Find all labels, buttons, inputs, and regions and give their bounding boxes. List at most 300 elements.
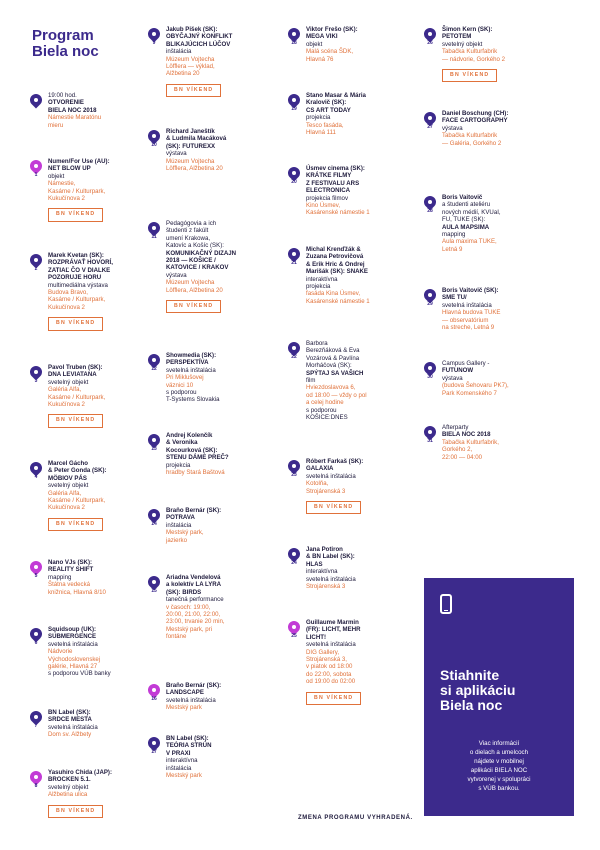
pin-number: 14 <box>151 521 157 527</box>
entry-text: svetelná inštalácia <box>48 640 98 648</box>
entry-venue: od 18:00 — vždy o pol <box>306 391 367 399</box>
entry-venue: Aula maxima TUKE, <box>442 238 497 246</box>
map-pin-icon <box>148 509 160 526</box>
entry-title: Showmedia (SK): <box>166 352 217 359</box>
map-pin-icon <box>30 628 42 645</box>
map-pin-icon <box>424 362 436 379</box>
entry-text: tanečná performance <box>166 596 224 604</box>
entry-text: mapping <box>48 573 72 581</box>
entry-title: KRÁTKE FILMY <box>306 172 352 180</box>
map-pin-icon <box>424 196 436 213</box>
title-line-2: Biela noc <box>32 43 99 60</box>
entry-venue: Mestský park, <box>166 529 204 537</box>
entry-venue: Kasárne / Kulturpark, <box>48 296 106 304</box>
app-heading-line: Biela noc <box>440 697 503 713</box>
pin-number: 26 <box>427 40 433 46</box>
entry-venue: Tabačka Kulturfabrik <box>442 48 498 56</box>
program-entry <box>288 246 406 305</box>
program-entry <box>288 165 406 217</box>
entry-venue: do 22:00, sobota <box>306 670 352 678</box>
program-entry <box>148 220 266 313</box>
title-line-1: Program <box>32 27 94 44</box>
map-pin-icon <box>148 434 160 451</box>
entry-text: objekt <box>48 172 65 180</box>
map-pin-icon <box>424 28 436 45</box>
entry-title: & Peter Gonda (SK): <box>48 467 107 475</box>
entry-title: Boris Vaitovič <box>442 194 483 201</box>
map-pin-icon <box>30 462 42 479</box>
entry-title: (SK): BIRDS <box>166 588 202 596</box>
entry-venue: Kino Úsmev, <box>306 202 341 210</box>
entry-title: Kocourková (SK): <box>166 446 218 454</box>
entry-title: BIELA NOC 2018 <box>442 431 491 439</box>
pin-number: 16 <box>151 696 157 702</box>
entry-venue: fasáda Kina Úsmev, <box>306 290 361 298</box>
bn-weekend-badge: BN VÍKEND <box>306 692 361 705</box>
entry-title: MEGA VIKI <box>306 33 338 41</box>
entry-venue: Malá scéna ŠDK, <box>306 48 354 56</box>
pin-number: 30 <box>427 374 433 380</box>
program-entry <box>288 619 406 705</box>
map-pin-icon <box>424 112 436 129</box>
pin-number: 19 <box>291 106 297 112</box>
pin-number: 5 <box>34 573 38 579</box>
entry-venue: Mestský park <box>166 772 202 780</box>
entry-title: Guillaume Marmin <box>306 619 359 626</box>
entry-venue: v časoch: 19:00, <box>166 603 211 611</box>
entry-venue: Galéria Alfa, <box>48 386 82 394</box>
entry-text: interaktívna <box>306 568 338 576</box>
entry-title: SPÝTAJ SA VAŠICH <box>306 369 364 377</box>
app-body-line: Viac informácií <box>478 740 520 747</box>
pin-number: 20 <box>291 179 297 185</box>
entry-venue: v piatok od 18:00 <box>306 663 353 671</box>
program-entry <box>424 360 542 397</box>
entry-venue: Park Komenského 7 <box>442 389 497 397</box>
app-body-line: nájdete v mobilnej <box>474 758 524 765</box>
entry-text: interaktívna <box>306 275 338 283</box>
pin-number: 31 <box>427 438 433 444</box>
map-pin-icon <box>30 561 42 578</box>
entry-venue: väznici 10 <box>166 381 194 389</box>
bn-weekend-badge: BN VÍKEND <box>48 518 103 531</box>
pin-number: 10 <box>151 142 157 148</box>
program-entry <box>288 26 406 63</box>
entry-title: HLAS <box>306 560 323 568</box>
app-promo-box <box>424 578 574 816</box>
entry-title: (FR): LICHT, MEHR <box>306 626 361 634</box>
map-pin-icon <box>30 254 42 271</box>
map-pin-icon <box>30 366 42 383</box>
entry-title: SUBMERGENCE <box>48 633 97 641</box>
program-entry <box>148 682 266 712</box>
entry-title: CS ART TODAY <box>306 106 351 114</box>
program-entry <box>148 432 266 476</box>
entry-title: Squidsoup (UK): <box>48 626 97 633</box>
entry-title: FACE CARTOGRAPHY <box>442 117 508 125</box>
entry-title: POZORUJE HORU <box>48 274 102 282</box>
pin-number: 25 <box>291 633 297 639</box>
entry-venue: — observatórium <box>442 316 489 324</box>
entry-venue: Nádvorie <box>48 648 73 656</box>
entry-text: objekt <box>306 40 323 48</box>
entry-text: svetelná inštalácia <box>306 641 356 649</box>
entry-title: Z FESTIVALU ARS <box>306 179 360 187</box>
entry-venue: Strojárenská 3 <box>306 487 346 495</box>
entry-venue: Tabačka Kulturfabrik <box>442 132 498 140</box>
entry-venue: Kasárne / Kulturpark, <box>48 497 106 505</box>
entry-venue: Východoslovenskej <box>48 655 101 663</box>
entry-venue: Mestský park, pri <box>166 625 213 633</box>
entry-title: Marcel Gácho <box>48 460 88 467</box>
entry-title: Braňo Bernár (SK): <box>166 507 222 514</box>
entry-text: film <box>306 377 316 385</box>
entry-venue: 20:00, 21:00, 22:00, <box>166 611 221 619</box>
entry-venue: Strojárenská 3 <box>306 583 346 591</box>
entry-text: svetelný objekt <box>442 40 483 48</box>
map-pin-icon <box>288 342 300 359</box>
entry-text: výstava <box>166 150 187 158</box>
program-entry <box>424 194 542 253</box>
entry-venue: Hlavná 111 <box>306 129 336 137</box>
entry-text: s podporou <box>166 389 197 397</box>
entry-venue: Kasárne / Kulturpark, <box>48 187 106 195</box>
entry-text: nových médií, KVUaI, <box>442 208 501 216</box>
entry-text: interaktívna <box>166 757 198 765</box>
entry-title: Marek Kvetan (SK): <box>48 252 104 259</box>
entry-venue: Budova Bravo, <box>48 289 88 297</box>
entry-title: PERSPEKTÍVA <box>166 359 209 367</box>
entry-title: V PRAXI <box>166 749 191 757</box>
bn-weekend-badge: BN VÍKEND <box>48 414 103 427</box>
pin-number: 22 <box>291 354 297 360</box>
entry-venue: Kasárne / Kulturpark, <box>48 393 106 401</box>
map-pin-icon <box>424 426 436 443</box>
entry-text: projekcia <box>306 283 331 291</box>
map-pin-icon <box>288 248 300 265</box>
entry-text: Vozárová & Pavlína <box>306 354 360 362</box>
pin-number: 28 <box>427 208 433 214</box>
entry-text: svetelná inštalácia <box>306 472 356 480</box>
entry-title: BN Label (SK): <box>48 709 91 716</box>
entry-venue: Kotolňa, <box>306 480 329 488</box>
entry-venue: knižnica, Hlavná 8/10 <box>48 588 106 596</box>
pin-number: 24 <box>291 560 297 566</box>
program-entry <box>30 559 148 596</box>
bn-weekend-badge: BN VÍKEND <box>166 300 221 313</box>
entry-text: Berezňáková & Eva <box>306 347 360 355</box>
pin-number: 4 <box>34 474 38 480</box>
app-heading-line: Stiahnite <box>440 667 500 683</box>
pin-number: 3 <box>34 378 38 384</box>
entry-text: svetelná inštalácia <box>166 366 216 374</box>
entry-title: 2018 — KOŠICE / <box>166 257 216 265</box>
map-pin-icon <box>424 289 436 306</box>
entry-text: študenti z fakúlt <box>166 227 209 235</box>
entry-title: & Ludmila Macáková <box>166 135 227 143</box>
entry-title: (SK): FUTUREXX <box>166 142 216 150</box>
entry-title: BIELA NOC 2018 <box>48 106 97 114</box>
entry-venue: — nádvorie, Gorkého 2 <box>442 55 506 63</box>
entry-text: s podporou <box>306 406 337 414</box>
footer-note: ZMENA PROGRAMU VYHRADENÁ. <box>298 815 413 821</box>
entry-venue: Kukučínova 2 <box>48 504 85 512</box>
entry-venue: Strojárenská 3, <box>306 656 347 664</box>
entry-venue: Löfflera, Alžbetina 20 <box>166 165 223 173</box>
entry-text: KOŠICE:DNES <box>306 414 348 422</box>
entry-text: svetelná inštalácia <box>166 696 216 704</box>
entry-title: BROCKEN 5.1. <box>48 776 91 784</box>
map-pin-icon <box>288 167 300 184</box>
app-body-line: o dielach a umelcoch <box>469 749 529 756</box>
pin-number: 7 <box>34 723 38 729</box>
entry-title: FUTUNOW <box>442 367 474 375</box>
entry-text: 19:00 hod. <box>48 92 77 99</box>
entry-text: a študenti ateliéru <box>442 201 491 209</box>
entry-venue: Löfflera, Alžbetina 20 <box>166 286 223 294</box>
map-pin-icon <box>30 771 42 788</box>
entry-text: svetelný objekt <box>48 378 89 386</box>
entry-text: svetelný objekt <box>48 482 89 490</box>
entry-venue: Löfflera — výklad, <box>166 63 215 71</box>
entry-title: Daniel Boschung (CH): <box>442 110 509 117</box>
entry-text: projekcia filmov <box>306 194 348 202</box>
entry-title: a kolektív LA LYRA <box>166 581 222 589</box>
entry-title: BLIKAJÚCICH LÚČOV <box>166 40 231 48</box>
pin-number: 12 <box>151 366 157 372</box>
entry-title: Boris Vaitovič (SK): <box>442 287 499 294</box>
program-entry <box>30 460 148 531</box>
entry-venue: Galéria Alfa, <box>48 489 82 497</box>
program-entry <box>30 252 148 331</box>
entry-title: KATOVICE / KRAKOV <box>166 264 229 272</box>
entry-venue: jazierko <box>166 536 187 544</box>
map-pin-icon <box>288 621 300 638</box>
program-entry <box>148 507 266 544</box>
entry-venue: Dom sv. Alžbety <box>48 731 92 739</box>
entry-venue: Múzeum Vojtecha <box>166 55 215 63</box>
entry-title: Pavol Truben (SK): <box>48 364 103 371</box>
map-pin-icon <box>148 28 160 45</box>
entry-title: OBYČAJNÝ KONFLIKT <box>166 33 233 41</box>
phone-icon <box>440 594 452 614</box>
entry-text: Campus Gallery - <box>442 360 490 367</box>
entry-venue: — Galéria, Gorkého 2 <box>442 139 502 147</box>
program-entry <box>148 352 266 404</box>
entry-venue: Hlavná 76 <box>306 55 334 63</box>
program-entry <box>288 458 406 514</box>
entry-title: LICHT! <box>306 633 326 641</box>
map-pin-icon <box>148 354 160 371</box>
entry-venue: Kasárenské námestie 1 <box>306 209 370 217</box>
entry-text: výstava <box>166 271 187 279</box>
program-entry <box>30 769 148 818</box>
entry-venue: Alžbetina 20 <box>166 70 200 78</box>
entry-venue: Múzeum Vojtecha <box>166 279 215 287</box>
entry-title: & Erik Hric & Ondrej <box>306 260 365 268</box>
entry-venue: mieru <box>48 121 64 129</box>
entry-venue: galérie, Hlavná 27 <box>48 663 98 671</box>
entry-venue: 23:00, trvanie 20 min, <box>166 618 225 626</box>
entry-venue: Gorkého 2, <box>442 446 473 454</box>
program-entry <box>288 340 406 421</box>
map-pin-icon <box>148 222 160 239</box>
entry-title: POTRAVA <box>166 514 195 522</box>
program-entry <box>30 158 148 222</box>
entry-venue: 22:00 — 04:00 <box>442 453 482 461</box>
program-entry <box>148 26 266 97</box>
entry-title: Kralovič (SK): <box>306 99 347 107</box>
pin-number: 2 <box>34 266 38 272</box>
entry-title: & Veronika <box>166 439 198 447</box>
entry-title: Zuzana Petrovičová <box>306 253 364 261</box>
entry-venue: Múzeum Vojtecha <box>166 157 215 165</box>
entry-title: Šimon Kern (SK): <box>442 26 493 33</box>
map-pin-icon <box>30 160 42 177</box>
entry-text: Morháčová (SK): <box>306 362 352 370</box>
program-entry <box>288 92 406 136</box>
entry-title: Braňo Bernár (SK): <box>166 682 222 689</box>
entry-text: Barbora <box>306 340 328 347</box>
entry-title: Richard Janeštík <box>166 128 215 135</box>
entry-venue: Alžbetina ulica <box>48 791 88 799</box>
entry-venue: Kasárenské námestie 1 <box>306 297 370 305</box>
entry-venue: a celej hodine <box>306 399 344 407</box>
app-body-line: aplikácii BIELA NOC <box>470 767 528 774</box>
entry-text: s podporou VÚB banky <box>48 670 111 678</box>
pin-number: 29 <box>427 301 433 307</box>
entry-title: DNA LEVIATANA <box>48 371 97 379</box>
entry-text: svetelný objekt <box>48 783 89 791</box>
pin-number: 6 <box>34 640 38 646</box>
entry-title: KOMUNIKAČNÝ DIZAJN <box>166 249 237 257</box>
entry-venue: od 19:00 do 02:00 <box>306 678 356 686</box>
entry-venue: Hviezdoslavova 6, <box>306 384 356 392</box>
entry-title: ROZPRÁVAŤ HOVORÍ, <box>48 259 113 267</box>
bn-weekend-badge: BN VÍKEND <box>166 84 221 97</box>
entry-title: LANDSCAPE <box>166 689 204 697</box>
entry-title: ZATIAĽ ČO V DIALKE <box>48 266 111 274</box>
bn-weekend-badge: BN VÍKEND <box>306 501 361 514</box>
entry-venue: (budova Šehovaru PK7), <box>442 382 509 390</box>
entry-venue: Štátna vedecká <box>48 581 91 589</box>
map-pin-icon <box>288 94 300 111</box>
entry-title: BN Label (SK): <box>166 735 209 742</box>
entry-text: mapping <box>442 231 466 239</box>
entry-title: Andrej Kolenčík <box>166 432 213 439</box>
program-entry <box>148 128 266 172</box>
entry-title: Ariadna Vendelová <box>166 574 221 581</box>
entry-text: svetelná inštalácia <box>48 723 98 731</box>
program-entry <box>288 546 406 590</box>
pin-number: 8 <box>34 783 38 789</box>
program-entry <box>30 364 148 428</box>
app-heading-line: si aplikáciu <box>440 682 516 698</box>
bn-weekend-badge: BN VÍKEND <box>48 208 103 221</box>
start-marker-icon <box>30 94 42 111</box>
entry-venue: Námestie, <box>48 180 76 188</box>
entry-text: inštalácia <box>166 521 192 529</box>
app-body <box>440 739 558 793</box>
pin-number: 18 <box>291 40 297 46</box>
entry-title: OTVORENIE <box>48 99 84 107</box>
pin-number: 9 <box>152 40 156 46</box>
map-pin-icon <box>288 460 300 477</box>
program-entry <box>30 92 148 129</box>
entry-title: PETOTEM <box>442 33 472 41</box>
pin-number: 11 <box>151 234 157 240</box>
pin-number: 17 <box>151 749 157 755</box>
entry-text: projekcia <box>306 114 331 122</box>
map-pin-icon <box>148 576 160 593</box>
pin-number: 13 <box>151 446 157 452</box>
pin-number: 27 <box>427 124 433 130</box>
entry-text: multimediálna výstava <box>48 281 108 289</box>
pin-number: 21 <box>291 260 297 266</box>
bn-weekend-badge: BN VÍKEND <box>48 317 103 330</box>
entry-venue: Hlavná budova TUKE <box>442 309 501 317</box>
entry-title: REALITY SHIFT <box>48 566 94 574</box>
entry-text: inštalácia <box>166 764 192 772</box>
entry-text: umení Krakowa, <box>166 234 211 242</box>
program-entry <box>424 26 542 82</box>
map-pin-icon <box>30 711 42 728</box>
program-entry <box>424 287 542 331</box>
program-entry <box>148 574 266 641</box>
entry-venue: Letná 9 <box>442 245 463 253</box>
map-pin-icon <box>148 684 160 701</box>
entry-text: výstava <box>442 374 463 382</box>
pin-number: 23 <box>291 472 297 478</box>
entry-title: SRDCE MESTA <box>48 716 92 724</box>
entry-title: SME TU/ <box>442 294 467 302</box>
entry-venue: Kukučínova 2 <box>48 195 85 203</box>
entry-venue: Pri Miklušovej <box>166 374 204 382</box>
entry-text: svetelná inštalácia <box>442 301 492 309</box>
map-pin-icon <box>148 130 160 147</box>
entry-title: Viktor Frešo (SK): <box>306 26 358 33</box>
program-entry <box>424 424 542 461</box>
entry-text: inštalácia <box>166 48 192 56</box>
entry-text: výstava <box>442 124 463 132</box>
entry-title: & BN Label (SK): <box>306 553 355 561</box>
entry-title: Jana Potiron <box>306 546 343 553</box>
entry-title: Úsmev cinema (SK): <box>306 165 365 172</box>
entry-venue: Mestský park <box>166 704 202 712</box>
program-entry <box>148 735 266 779</box>
entry-text: svetelná inštalácia <box>306 575 356 583</box>
entry-title: Michal Krenďžák & <box>306 246 361 253</box>
entry-title: Stano Masar & Mária <box>306 92 366 99</box>
entry-title: Numen/For Use (AU): <box>48 158 110 165</box>
entry-venue: na streche, Letná 9 <box>442 324 495 332</box>
entry-title: NET BLOW UP <box>48 165 91 173</box>
bn-weekend-badge: BN VÍKEND <box>442 69 497 82</box>
entry-title: Marišák (SK): SNAKE <box>306 268 368 276</box>
app-heading <box>440 668 558 713</box>
entry-venue: Tesco fasáda, <box>306 121 344 129</box>
page-title <box>32 28 99 60</box>
pin-number: 15 <box>151 588 157 594</box>
entry-text: T-Systems Slovakia <box>166 396 220 404</box>
map-pin-icon <box>288 548 300 565</box>
pin-number: 1 <box>34 172 38 178</box>
entry-title: STENU DÁME PREČ? <box>166 454 229 462</box>
entry-title: Jakub Pišek (SK): <box>166 26 218 33</box>
map-pin-icon <box>148 737 160 754</box>
program-entry <box>424 110 542 147</box>
entry-title: Róbert Farkaš (SK): <box>306 458 364 465</box>
